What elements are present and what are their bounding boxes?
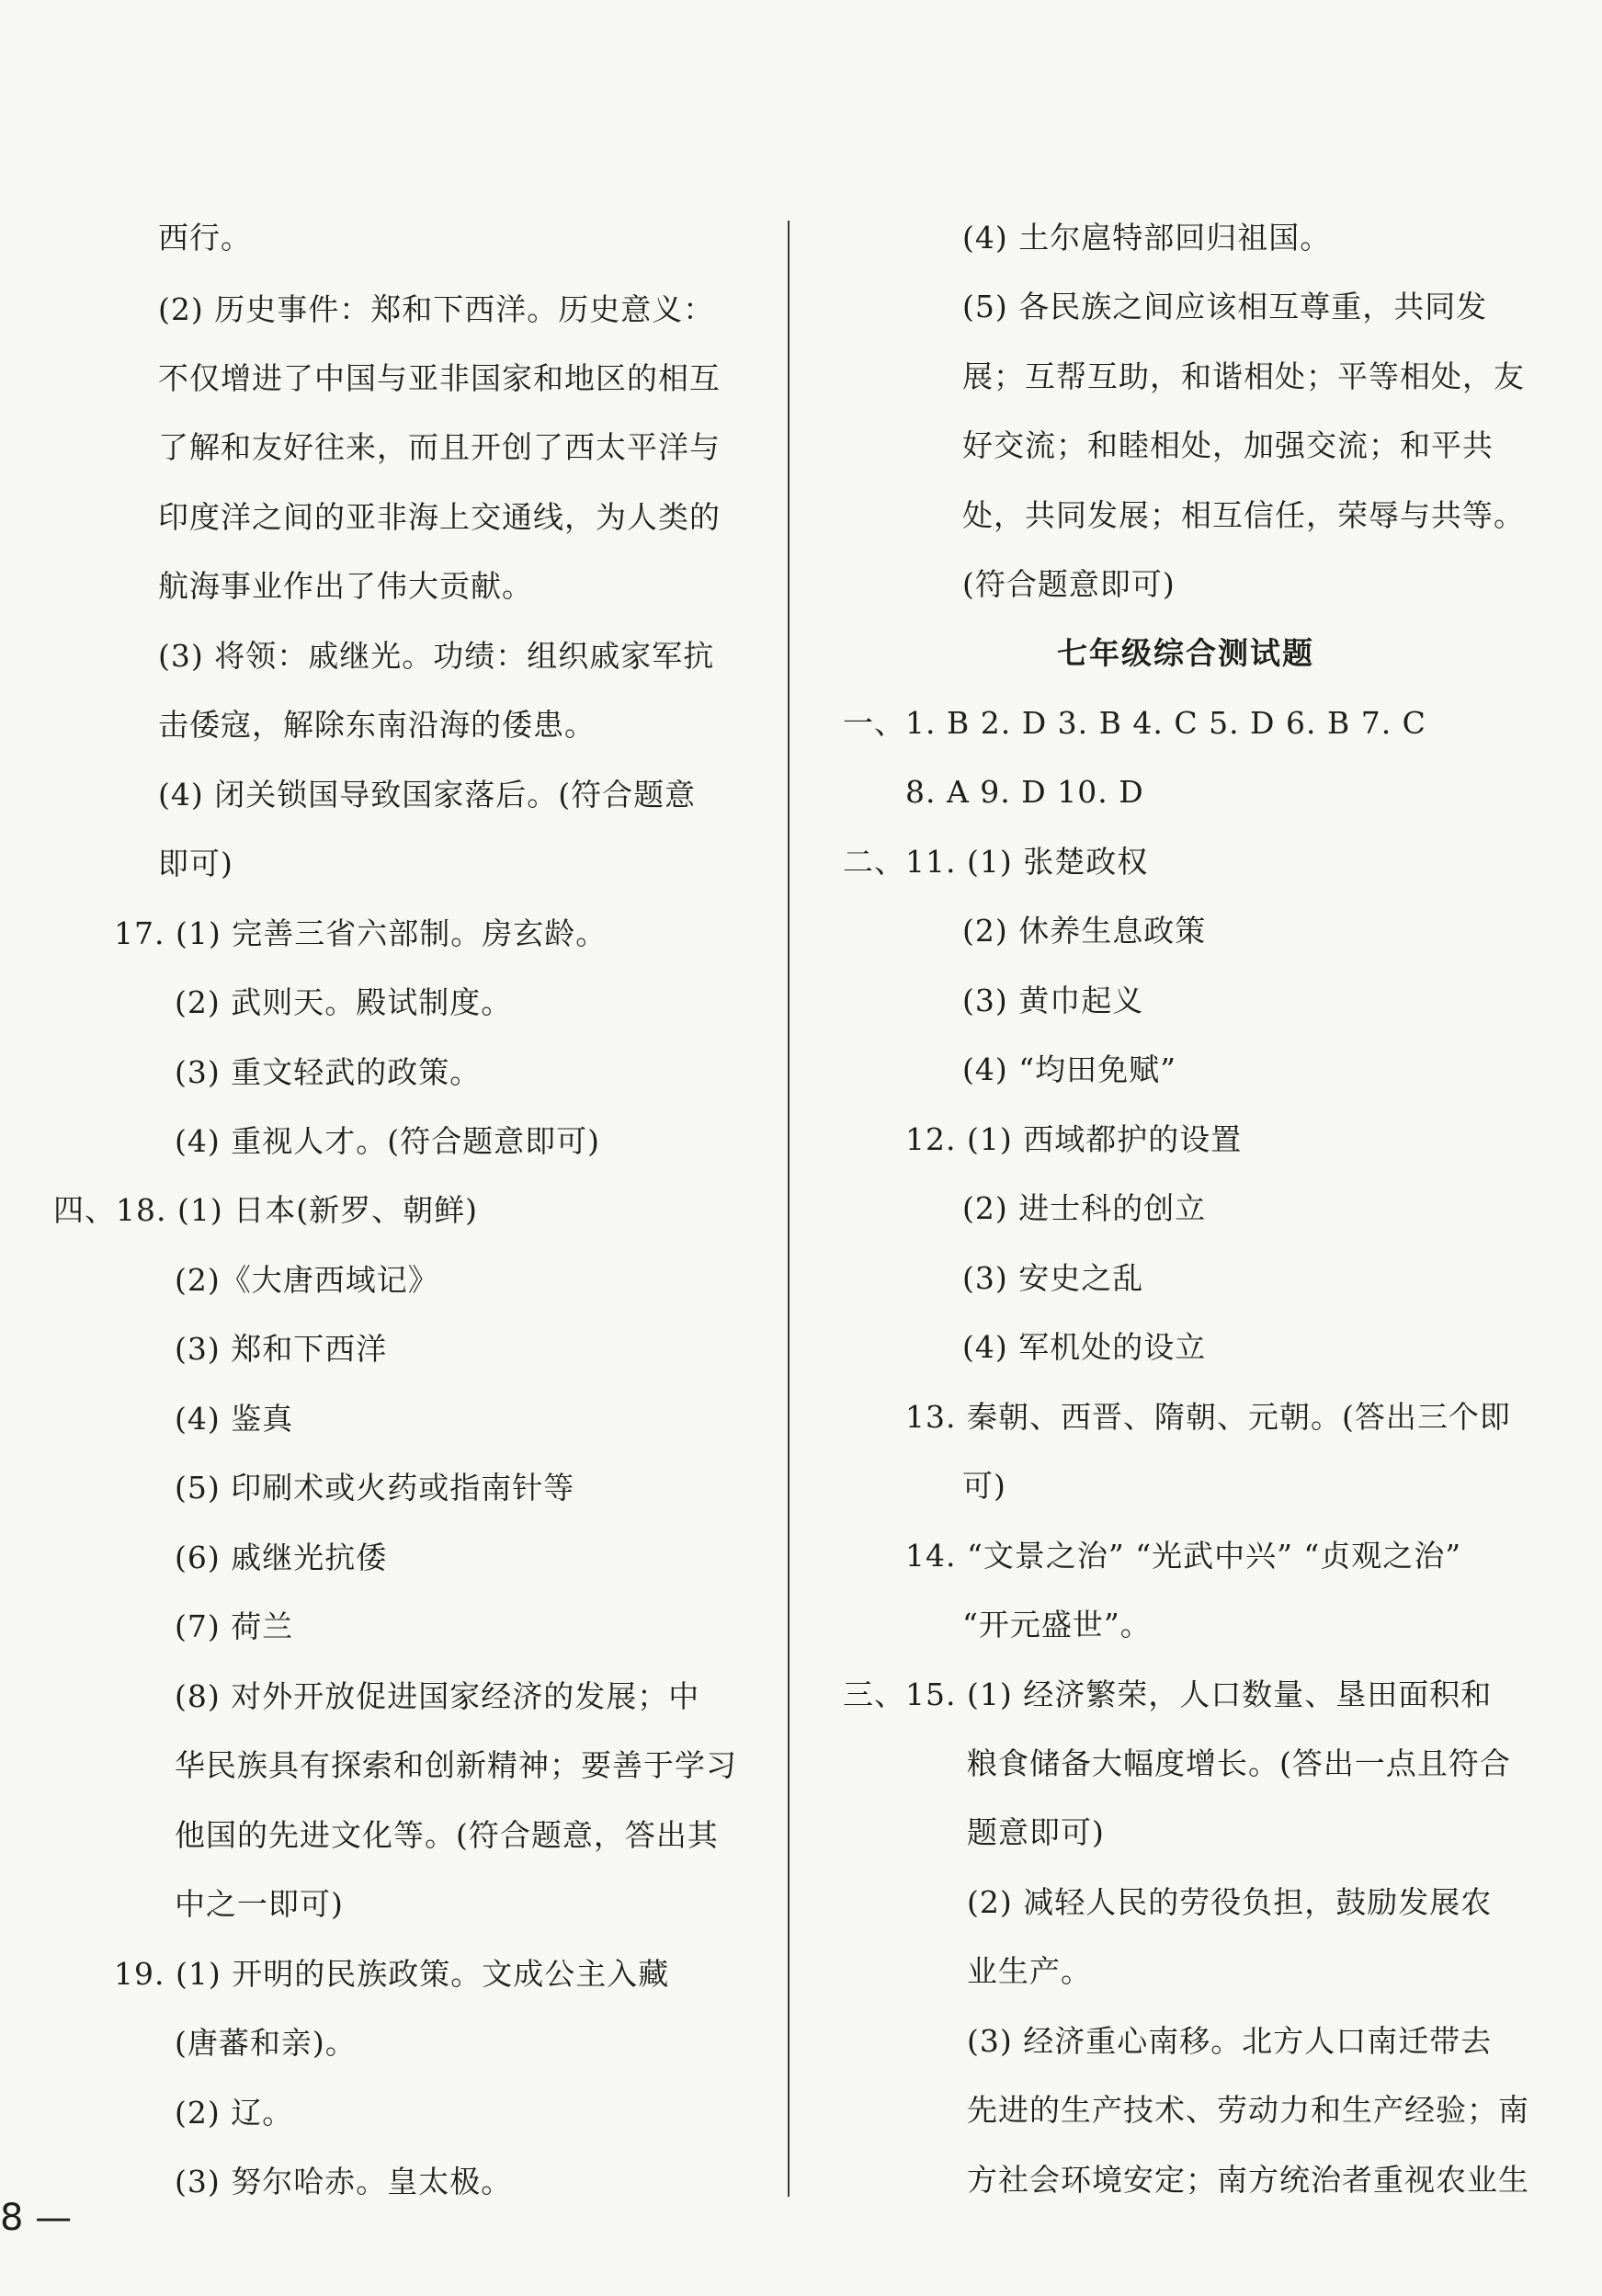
text-line: (4) “均田免赋” [962, 1051, 1176, 1087]
text-line: (4) 闭关锁国导致国家落后。(符合题意 [158, 777, 697, 813]
question-12: 12. (1) 西域都护的设置 [905, 1121, 1243, 1157]
text-line: (4) 军机处的设立 [962, 1329, 1207, 1365]
question-14: 14. “文景之治” “光武中兴” “贞观之治” [905, 1538, 1462, 1574]
text-line: (3) 安史之乱 [962, 1260, 1144, 1296]
text-line: (3) 郑和下西洋 [175, 1331, 388, 1367]
text-line: 航海事业作出了伟大贡献。 [158, 568, 533, 604]
text-line: 不仅增进了中国与亚非国家和地区的相互 [158, 360, 721, 396]
text-line: (3) 将领：戚继光。功绩：组织戚家军抗 [158, 638, 715, 674]
question-13: 13. 秦朝、西晋、隋朝、元朝。(答出三个即 [905, 1399, 1511, 1435]
text-line: (2) 减轻人民的劳役负担，鼓励发展农 [967, 1884, 1493, 1920]
text-line: 击倭寇，解除东南沿海的倭患。 [158, 707, 596, 743]
section-title: 七年级综合测试题 [1057, 635, 1314, 671]
text-line: (2) 辽。 [175, 2095, 294, 2131]
text-line: 中之一即可) [175, 1886, 344, 1922]
text-line: (2)《大唐西域记》 [175, 1262, 439, 1298]
text-line: 即可) [158, 846, 233, 881]
text-line: 西行。 [158, 220, 252, 256]
text-line: (唐蕃和亲)。 [175, 2025, 357, 2061]
text-line: 展；互帮互助，和谐相处；平等相处，友 [962, 358, 1525, 394]
text-line: 可) [962, 1468, 1006, 1504]
multiple-choice-answers: 一、1. B 2. D 3. B 4. C 5. D 6. B 7. C [843, 705, 1426, 741]
text-line: 方社会环境安定；南方统治者重视农业生 [967, 2162, 1529, 2198]
text-line: (4) 重视人才。(符合题意即可) [175, 1123, 600, 1159]
question-15: 三、15. (1) 经济繁荣，人口数量、垦田面积和 [843, 1677, 1493, 1712]
text-line: (7) 荷兰 [175, 1608, 294, 1644]
text-line: (3) 经济重心南移。北方人口南迁带去 [967, 2023, 1493, 2059]
text-line: (5) 印刷术或火药或指南针等 [175, 1470, 575, 1506]
text-line: (2) 进士科的创立 [962, 1190, 1207, 1226]
question-11: 二、11. (1) 张楚政权 [843, 844, 1149, 880]
text-line: (6) 戚继光抗倭 [175, 1540, 388, 1575]
text-line: (4) 土尔扈特部回归祖国。 [962, 220, 1332, 256]
text-line: 了解和友好往来，而且开创了西太平洋与 [158, 429, 721, 465]
text-line: 题意即可) [967, 1814, 1105, 1850]
text-line: 处，共同发展；相互信任，荣辱与共等。 [962, 497, 1525, 533]
text-line: “开元盛世”。 [962, 1607, 1152, 1642]
text-line: (8) 对外开放促进国家经济的发展；中 [175, 1678, 700, 1714]
text-line: (3) 重文轻武的政策。 [175, 1054, 482, 1090]
multiple-choice-answers: 8. A 9. D 10. D [905, 774, 1144, 810]
text-line: 印度洋之间的亚非海上交通线，为人类的 [158, 499, 721, 535]
text-line: 华民族具有探索和创新精神；要善于学习 [175, 1747, 737, 1783]
text-line: (5) 各民族之间应该相互尊重，共同发 [962, 289, 1488, 324]
text-line: 粮食储备大幅度增长。(答出一点且符合 [967, 1745, 1511, 1781]
question-17: 17. (1) 完善三省六部制。房玄龄。 [114, 915, 608, 951]
question-18: 四、18. (1) 日本(新罗、朝鲜) [53, 1192, 478, 1228]
text-line: (符合题意即可) [962, 566, 1176, 602]
question-19: 19. (1) 开明的民族政策。文成公主入藏 [114, 1956, 670, 1992]
text-line: 好交流；和睦相处，加强交流；和平共 [962, 427, 1494, 463]
column-divider [788, 221, 790, 2197]
text-line: (2) 历史事件：郑和下西洋。历史意义： [158, 291, 715, 327]
text-line: (2) 休养生息政策 [962, 913, 1207, 949]
text-line: 先进的生产技术、劳动力和生产经验；南 [967, 2092, 1529, 2128]
page-number: 8 — [0, 2197, 73, 2239]
text-line: (3) 黄巾起义 [962, 983, 1144, 1018]
text-line: (4) 鉴真 [175, 1401, 294, 1437]
text-line: 他国的先进文化等。(符合题意，答出其 [175, 1817, 719, 1853]
text-line: 业生产。 [967, 1953, 1092, 1989]
text-line: (3) 努尔哈赤。皇太极。 [175, 2164, 513, 2199]
text-line: (2) 武则天。殿试制度。 [175, 984, 513, 1020]
